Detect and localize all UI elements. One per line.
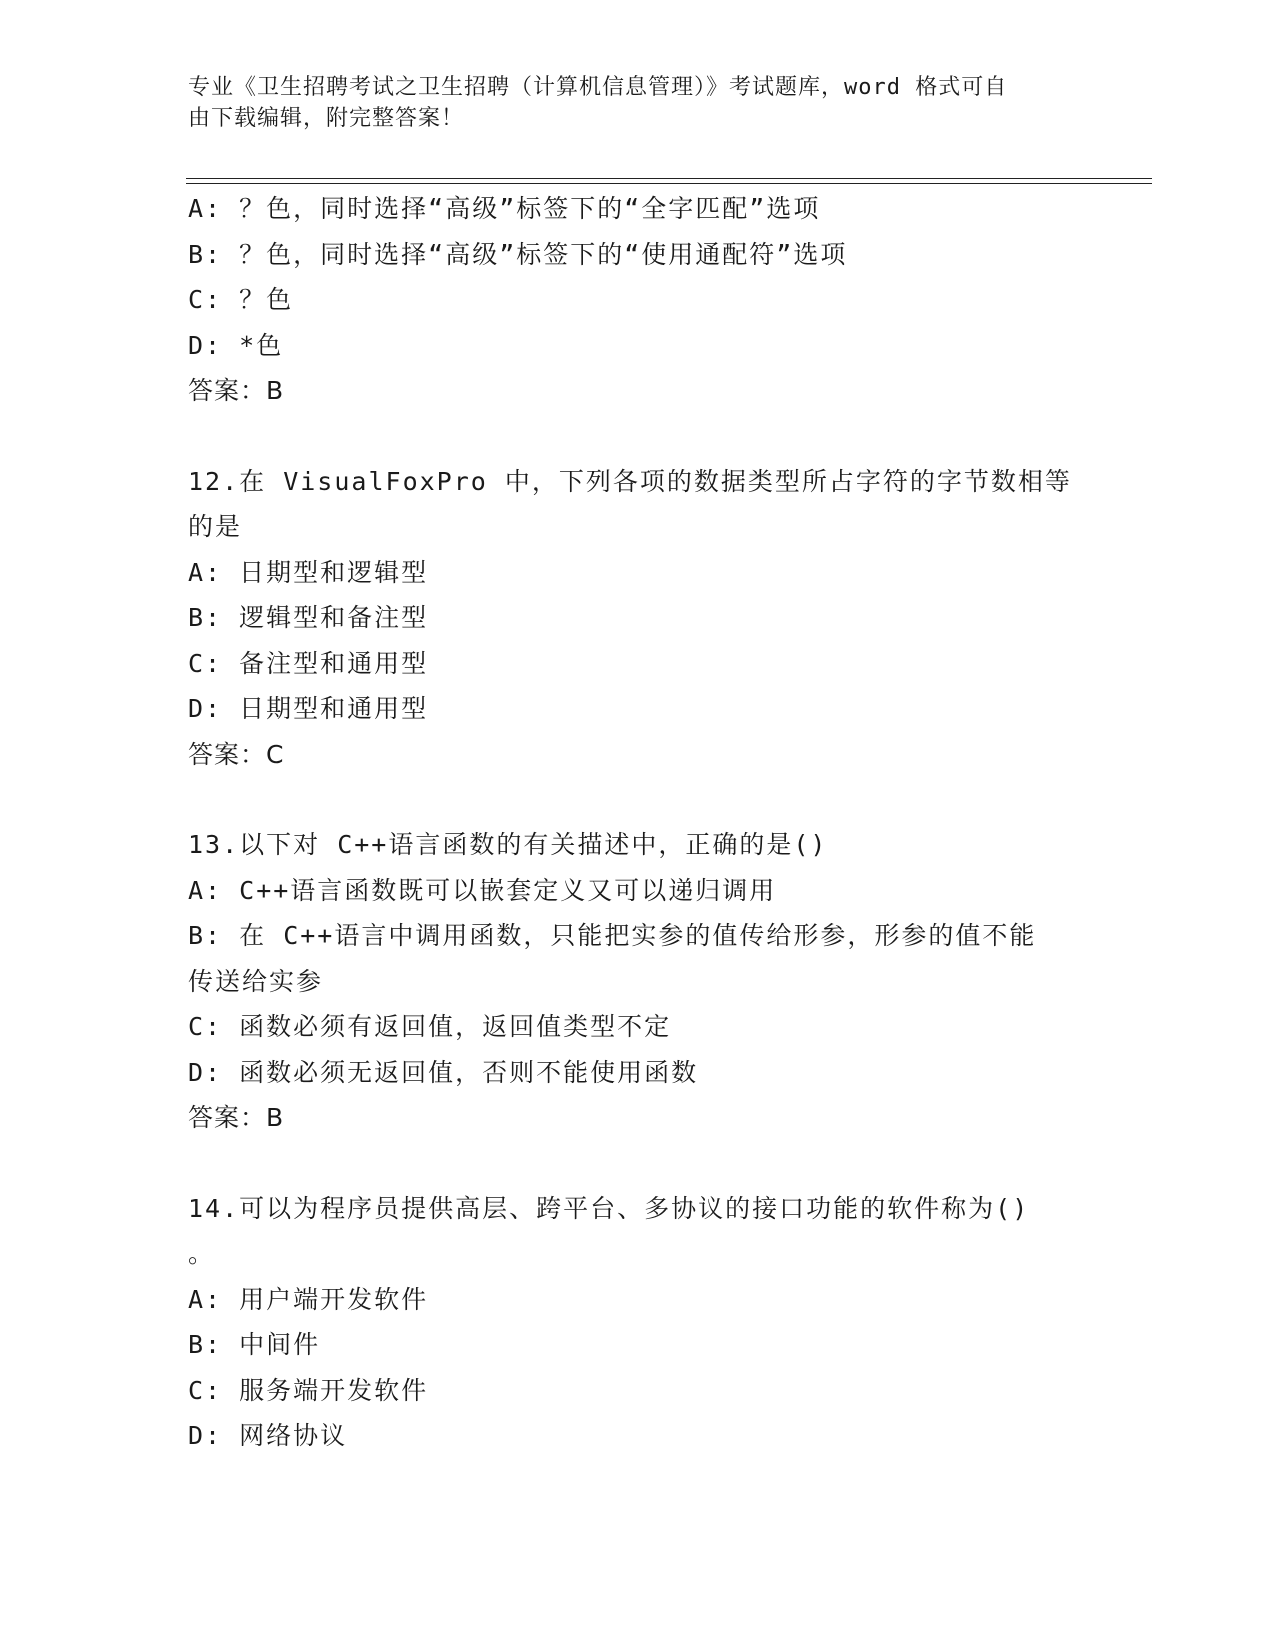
option-d: D: 函数必须无返回值，否则不能使用函数: [188, 1057, 699, 1087]
option-a: A: C++语言函数既可以嵌套定义又可以递归调用: [188, 875, 777, 905]
option-b: B: ？色，同时选择“高级”标签下的“使用通配符”选项: [188, 239, 848, 269]
option-b: B: 在 C++语言中调用函数，只能把实参的值传给形参，形参的值不能: [188, 921, 1037, 950]
question-13: [188, 822, 1068, 1141]
answer: 答案：C: [188, 739, 285, 769]
option-d: D: 日期型和通用型: [188, 694, 429, 723]
question-stem-cont: 。: [188, 1239, 216, 1268]
option-d: D: *色: [188, 330, 284, 360]
question-11: [188, 186, 1068, 414]
answer: 答案：B: [188, 1103, 285, 1132]
option-c: C: ？色: [188, 285, 294, 314]
option-b-cont: 传送给实参: [188, 966, 324, 996]
option-a: A: ？色，同时选择“高级”标签下的“全字匹配”选项: [188, 194, 821, 223]
header-rule-top: [186, 178, 1152, 179]
question-stem: 12.在 VisualFoxPro 中，下列各项的数据类型所占字符的字节数相等: [188, 466, 1072, 496]
question-list: [188, 186, 1072, 1459]
spacer: [188, 777, 1068, 822]
option-c: C: 函数必须有返回值，返回值类型不定: [188, 1012, 672, 1041]
option-d: D: 网络协议: [188, 1421, 348, 1450]
option-a: A: 日期型和逻辑型: [188, 557, 429, 587]
header-rule-bottom: [186, 183, 1152, 184]
question-14: [188, 1186, 1068, 1459]
question-12: [188, 459, 1072, 778]
option-a: A: 用户端开发软件: [188, 1284, 429, 1314]
question-stem-cont: 的是: [188, 512, 243, 541]
document-header: [188, 72, 1068, 134]
question-stem: 13.以下对 C++语言函数的有关描述中，正确的是(): [188, 830, 828, 859]
option-b: B: 逻辑型和备注型: [188, 603, 429, 632]
option-b: B: 中间件: [188, 1330, 321, 1359]
option-c: C: 备注型和通用型: [188, 648, 429, 678]
answer: 答案：B: [188, 376, 285, 405]
option-c: C: 服务端开发软件: [188, 1375, 429, 1405]
header-line-2: 由下载编辑，附完整答案！: [188, 106, 465, 131]
spacer: [188, 1141, 1068, 1186]
spacer: [188, 414, 1068, 459]
header-line-1: 专业《卫生招聘考试之卫生招聘（计算机信息管理）》考试题库，word 格式可自: [188, 75, 1008, 100]
question-stem: 14.可以为程序员提供高层、跨平台、多协议的接口功能的软件称为(): [188, 1193, 1030, 1223]
